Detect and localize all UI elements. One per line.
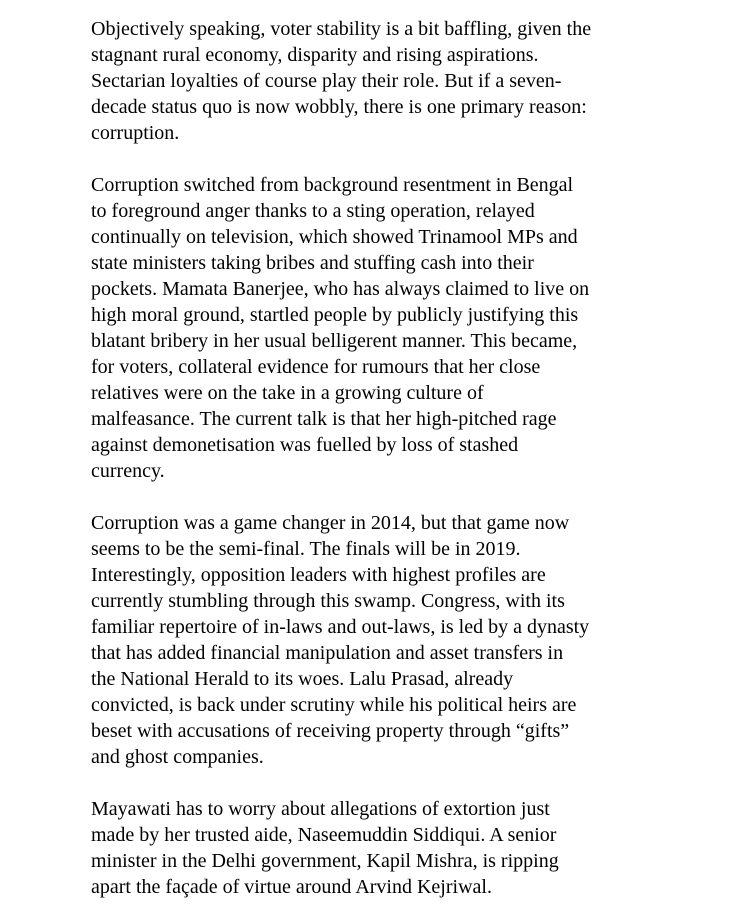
paragraph <box>91 16 741 146</box>
text-line: corruption. <box>91 122 180 144</box>
text-line: currency. <box>91 460 165 482</box>
text-line: Corruption was a game changer in 2014, but that game now <box>91 512 570 534</box>
text-line: the National Herald to its woes. Lalu Prasad, already <box>91 668 514 690</box>
paragraph <box>91 510 741 770</box>
article-body <box>91 16 741 900</box>
text-line: to foreground anger thanks to a sting operation, relayed <box>91 200 535 222</box>
text-line: Interestingly, opposition leaders with highest profiles are <box>91 564 546 586</box>
text-line: pockets. Mamata Banerjee, who has always claimed to live on <box>91 278 590 300</box>
text-line: convicted, is back under scrutiny while his political heirs are <box>91 694 577 716</box>
text-line: high moral ground, startled people by publicly justifying this <box>91 304 579 326</box>
text-line: for voters, collateral evidence for rumours that her close <box>91 356 541 378</box>
text-line: beset with accusations of receiving property through “gifts” <box>91 720 570 742</box>
text-line: Mayawati has to worry about allegations of extortion just <box>91 798 550 820</box>
text-line: currently stumbling through this swamp. Congress, with its <box>91 590 565 612</box>
text-line: apart the façade of virtue around Arvind Kejriwal. <box>91 876 492 898</box>
text-line: Corruption switched from background resentment in Bengal <box>91 174 574 196</box>
text-line: against demonetisation was fuelled by loss of stashed <box>91 434 519 456</box>
text-line: decade status quo is now wobbly, there is one primary reason: <box>91 96 587 118</box>
text-line: seems to be the semi-final. The finals will be in 2019. <box>91 538 521 560</box>
paragraph <box>91 796 741 900</box>
text-line: state ministers taking bribes and stuffing cash into their <box>91 252 534 274</box>
text-line: that has added financial manipulation and asset transfers in <box>91 642 564 664</box>
text-line: familiar repertoire of in-laws and out-laws, is led by a dynasty <box>91 616 590 638</box>
text-line: made by her trusted aide, Naseemuddin Siddiqui. A senior <box>91 824 557 846</box>
text-line: relatives were on the take in a growing culture of <box>91 382 484 404</box>
text-line: continually on television, which showed Trinamool MPs and <box>91 226 578 248</box>
text-line: Objectively speaking, voter stability is a bit baffling, given the <box>91 18 592 40</box>
text-line: Sectarian loyalties of course play their role. But if a seven- <box>91 70 562 92</box>
text-line: and ghost companies. <box>91 746 264 768</box>
text-line: blatant bribery in her usual belligerent manner. This became, <box>91 330 578 352</box>
text-line: malfeasance. The current talk is that her high-pitched rage <box>91 408 557 430</box>
text-line: stagnant rural economy, disparity and rising aspirations. <box>91 44 539 66</box>
text-line: minister in the Delhi government, Kapil Mishra, is ripping <box>91 850 559 872</box>
paragraph <box>91 172 741 484</box>
